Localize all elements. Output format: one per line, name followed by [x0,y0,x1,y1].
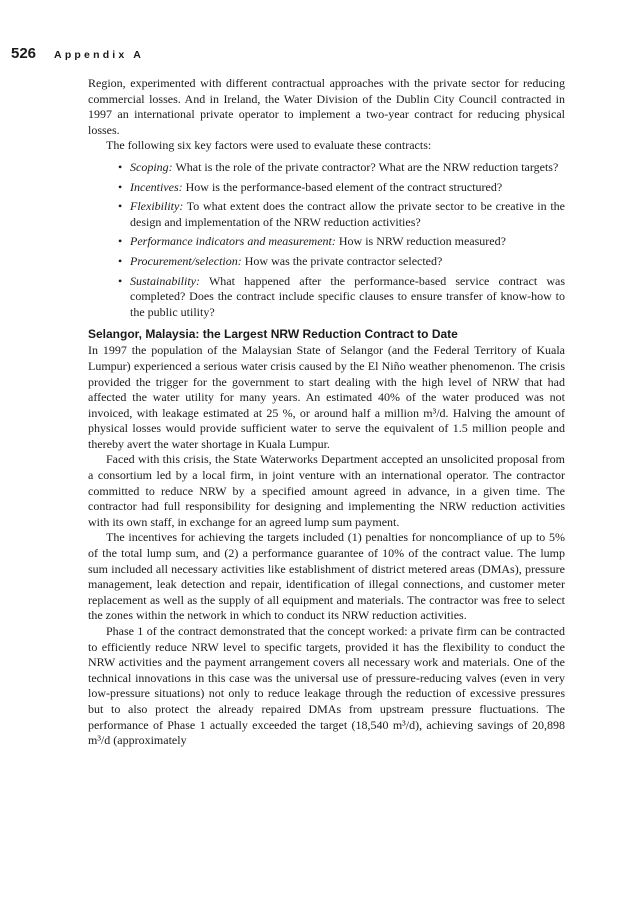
factors-lead: The following six key factors were used to evaluate these contracts: [106,138,432,153]
factor-term: Procurement/selection: [130,253,242,268]
factor-term: Incentives: [130,179,183,194]
factor-term: Flexibility: [130,199,184,214]
factor-text: What is the role of the private contractor? What are the NRW reduction targets? [172,159,559,174]
factor-term: Performance indicators and measurement: [130,234,336,249]
intro-paragraph: Region, experimented with different contractual approaches with the private sector for reducing commercial losses. And in Ireland, the Water Division of the Dublin City Council contracted in 1997 an international private operator to implement a two-year contract for reducing physical losses. [88,76,565,137]
factor-text: How is the performance-based element of the contract structured? [182,179,503,194]
page-header [11,45,144,63]
factors-list [88,160,565,320]
body-text [88,76,565,749]
list-item [130,180,565,196]
section-paragraph: The incentives for achieving the targets included (1) penalties for noncompliance of up to 5% of the total lump sum, and (2) a performance guarantee of 10% of the contract value. The lump sum included all necessary activities like establishment of district metered areas (DMAs), pressure management, leak detection and repair, identification of illegal connections, and customer meter replacement as well as the supply of all equipment and materials. The contractor was free to select the zones within the network in which to conduct its NRW reduction activities. [88,530,565,623]
factor-term: Scoping: [130,159,173,174]
section-heading: Selangor, Malaysia: the Largest NRW Reduction Contract to Date [88,327,458,342]
factor-text: What happened after the performance-based service contract was completed? Does the contract include specific clauses to ensure transfer of know-how to the public utility? [130,273,565,319]
running-title: Appendix A [54,49,144,61]
list-item [130,234,565,250]
page-number: 526 [11,45,37,62]
section-paragraph: Faced with this crisis, the State Waterworks Department accepted an unsolicited proposal from a consortium led by a local firm, in joint venture with an international operator. The contractor committed to reduce NRW by a specified amount agreed in advance, in a given time. The contractor had full responsibility for designing and implementing the NRW reduction activities with its own staff, in exchange for an agreed lump sum payment. [88,452,565,529]
factor-text: How is NRW reduction measured? [335,234,506,249]
list-item [130,254,565,270]
factor-term: Sustainability: [130,273,200,288]
section-paragraph: Phase 1 of the contract demonstrated that the concept worked: a private firm can be contracted to efficiently reduce NRW level to specific targets, provided it has the flexibility to conduct the NRW activities and the payment arrangement covers all necessary work and materials. One of the technical innovations in this case was the universal use of pressure-reducing valves (even in very low-pressure situations) not only to reduce leakage through the reduction of excessive pressures but to also protect the already repaired DMAs from upstream pressure fluctuations. The performance of Phase 1 actually exceeded the target (18,540 m³/d), achieving savings of 20,898 m³/d (approximately [88,624,565,748]
list-item [130,160,565,176]
list-item [130,199,565,230]
section-paragraph: In 1997 the population of the Malaysian State of Selangor (and the Federal Territory of Kuala Lumpur) experienced a serious water crisis caused by the El Niño weather phenomenon. The crisis provided the trigger for the government to start dealing with the high level of NRW that had affected the water utility for many years. An estimated 40% of the water produced was not invoiced, with leakage estimated at 25 %, or around half a million m³/d. Halving the amount of physical losses would provide sufficient water to serve the equivalent of 1.5 million people and thereby avert the water shortage in Kuala Lumpur. [88,343,565,451]
factor-text: To what extent does the contract allow the private sector to be creative in the design and implementation of the NRW reduction activities? [130,199,565,229]
list-item [130,274,565,321]
factor-text: How was the private contractor selected? [241,253,443,268]
